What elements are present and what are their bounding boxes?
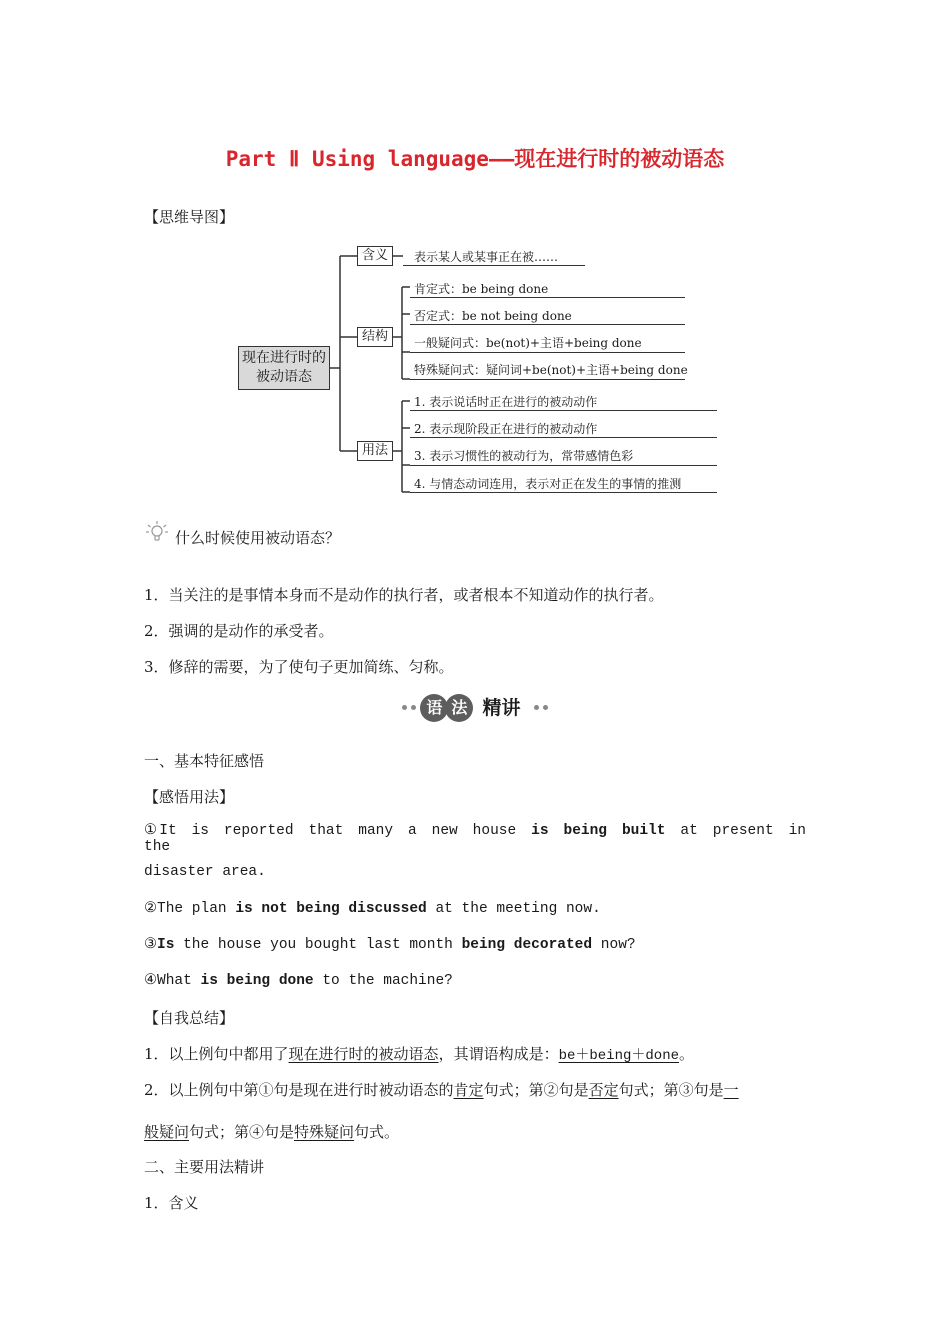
mind-map-root: 现在进行时的被动语态: [238, 346, 330, 390]
summary-item: 2．以上例句中第①句是现在进行时被动语态的肯定句式；第②句是否定句式；第③句是一: [144, 1081, 739, 1099]
section-heading: 二、主要用法精讲: [144, 1158, 265, 1176]
example-sentence: ③Is the house you bought last month being decorated now?: [144, 937, 636, 953]
structure-item: 肯定式：be being done: [414, 282, 549, 296]
meaning-item: 表示某人或某事正在被……: [414, 250, 559, 264]
usage-item: 3. 表示习惯性的被动行为，常带感情色彩: [414, 449, 634, 463]
branch-meaning: 含义: [357, 246, 393, 266]
example-sentence: ①It is reported that many a new house is being built at present in the: [144, 823, 806, 855]
structure-item: 特殊疑问式：疑问词+be(not)+主语+being done: [414, 363, 688, 377]
example-sentence-cont: disaster area.: [144, 864, 266, 880]
branch-structure: 结构: [357, 327, 393, 347]
example-sentence: ②The plan is not being discussed at the meeting now.: [144, 901, 601, 917]
divider-badge: 语: [420, 694, 448, 722]
summary-item: 1．以上例句中都用了现在进行时的被动语态，其谓语构成是：be＋being＋done。: [144, 1045, 695, 1064]
usage-item: 4. 与情态动词连用，表示对正在发生的事情的推测: [414, 477, 682, 491]
section-divider: [0, 690, 950, 724]
usage-item: 2. 表示现阶段正在进行的被动动作: [414, 422, 598, 436]
section-heading: 一、基本特征感悟: [144, 752, 265, 770]
example-sentence: ④What is being done to the machine?: [144, 973, 453, 989]
structure-item: 一般疑问式：be(not)+主语+being done: [414, 336, 642, 350]
perceive-label: 【感悟用法】: [144, 788, 235, 806]
tip-question: 什么时候使用被动语态？: [175, 529, 341, 547]
reason-item: 2．强调的是动作的承受者。: [144, 622, 334, 640]
reason-item: 3．修辞的需要，为了使句子更加简练、匀称。: [144, 658, 454, 676]
page-title: Part Ⅱ Using language——现在进行时的被动语态: [225, 146, 725, 171]
usage-item: 1. 表示说话时正在进行的被动动作: [414, 395, 598, 409]
lightbulb-icon: [146, 520, 168, 544]
branch-usage: 用法: [357, 441, 393, 461]
mind-map: [230, 240, 730, 500]
summary-item-cont: 般疑问句式；第④句是特殊疑问句式。: [144, 1123, 400, 1141]
subsection-heading: 1．含义: [144, 1194, 199, 1212]
reason-item: 1．当关注的是事情本身而不是动作的执行者，或者根本不知道动作的执行者。: [144, 586, 664, 604]
mindmap-label: 【思维导图】: [144, 208, 235, 226]
divider-title: 精讲: [482, 696, 521, 719]
divider-badge: 法: [445, 694, 473, 722]
summary-label: 【自我总结】: [144, 1009, 235, 1027]
structure-item: 否定式：be not being done: [414, 309, 572, 323]
